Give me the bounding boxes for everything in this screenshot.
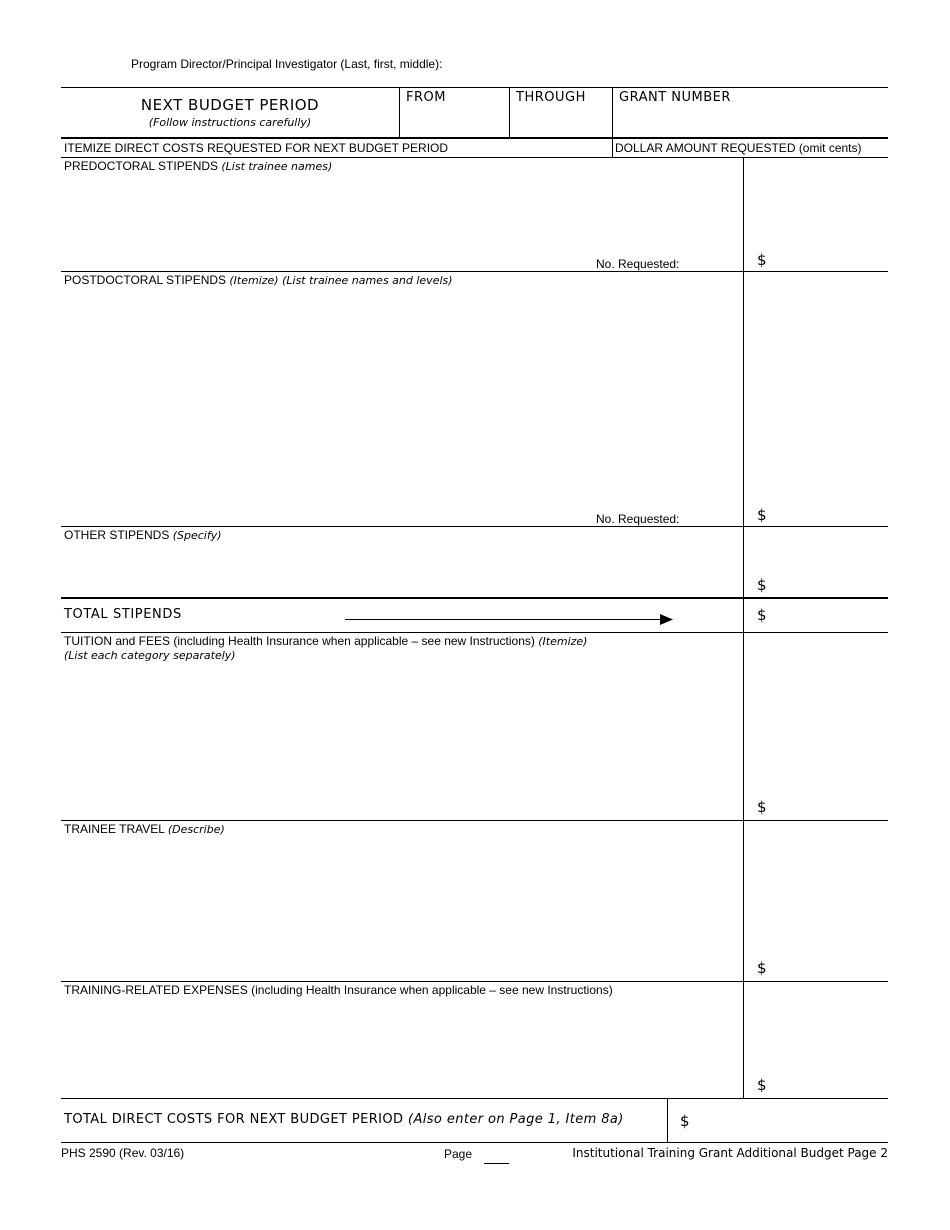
total-stipends-label: TOTAL STIPENDS bbox=[64, 607, 182, 622]
travel-dollar-sign: $ bbox=[757, 959, 767, 977]
grant-number-field[interactable] bbox=[613, 106, 887, 136]
training-expenses-label: TRAINING-RELATED EXPENSES (including Health Insurance when applicable – see new Instructions) bbox=[64, 983, 613, 997]
total-stipends-dollar-sign: $ bbox=[757, 606, 767, 624]
tuition-fees-label: TUITION and FEES (including Health Insurance when applicable – see new Instructions) (Itemize) bbox=[64, 634, 588, 648]
postdoctoral-amount-field[interactable] bbox=[770, 505, 885, 525]
header-bottom-rule bbox=[61, 137, 888, 139]
predoctoral-dollar-sign: $ bbox=[757, 251, 767, 269]
amount-column-divider bbox=[743, 157, 744, 1099]
total-direct-dollar-sign: $ bbox=[680, 1112, 690, 1130]
total-direct-costs-label: TOTAL DIRECT COSTS FOR NEXT BUDGET PERIOD (Also enter on Page 1, Item 8a) bbox=[64, 1112, 624, 1127]
tuition-rule bbox=[61, 820, 888, 821]
total-direct-rule bbox=[61, 1142, 888, 1143]
page-number-underline bbox=[484, 1163, 509, 1164]
training-rule bbox=[61, 1098, 888, 1099]
tuition-dollar-sign: $ bbox=[757, 798, 767, 816]
header-top-rule bbox=[61, 87, 888, 88]
postdoctoral-stipends-label: POSTDOCTORAL STIPENDS (Itemize) (List trainee names and levels) bbox=[64, 273, 453, 287]
postdoctoral-dollar-sign: $ bbox=[757, 506, 767, 524]
postdoctoral-names-field[interactable] bbox=[64, 290, 734, 505]
trainee-travel-field[interactable] bbox=[64, 840, 734, 958]
budget-period-subtitle: (Follow instructions carefully) bbox=[148, 116, 312, 129]
predoctoral-names-field[interactable] bbox=[64, 175, 734, 250]
form-title: Institutional Training Grant Additional Budget Page 2 bbox=[572, 1146, 888, 1160]
training-expenses-field[interactable] bbox=[64, 1000, 734, 1076]
training-dollar-sign: $ bbox=[757, 1076, 767, 1094]
itemize-column-header: ITEMIZE DIRECT COSTS REQUESTED FOR NEXT BUDGET PERIOD bbox=[64, 141, 449, 155]
budget-period-title: NEXT BUDGET PERIOD bbox=[140, 96, 320, 114]
other-dollar-sign: $ bbox=[757, 576, 767, 594]
grant-number-label: GRANT NUMBER bbox=[619, 90, 731, 105]
postdoctoral-no-requested-label: No. Requested: bbox=[596, 512, 680, 526]
arrow-right-icon bbox=[660, 614, 673, 625]
pd-pi-label: Program Director/Principal Investigator (Last, first, middle): bbox=[131, 57, 443, 71]
through-label: THROUGH bbox=[516, 90, 586, 105]
through-field[interactable] bbox=[510, 106, 611, 136]
tuition-amount-field[interactable] bbox=[770, 797, 885, 817]
predoctoral-amount-field[interactable] bbox=[770, 250, 885, 270]
page-label: Page bbox=[444, 1147, 473, 1161]
travel-amount-field[interactable] bbox=[770, 958, 885, 978]
travel-rule bbox=[61, 981, 888, 982]
other-stipends-field[interactable] bbox=[64, 545, 734, 593]
training-amount-field[interactable] bbox=[770, 1075, 885, 1095]
predoctoral-no-requested-label: No. Requested: bbox=[596, 257, 680, 271]
predoctoral-rule bbox=[61, 271, 888, 272]
other-amount-field[interactable] bbox=[770, 575, 885, 595]
total-stipends-amount-field[interactable] bbox=[770, 604, 885, 626]
predoctoral-stipends-label: PREDOCTORAL STIPENDS (List trainee names) bbox=[64, 159, 333, 173]
other-stipends-label: OTHER STIPENDS (Specify) bbox=[64, 528, 222, 542]
postdoctoral-rule bbox=[61, 526, 888, 527]
amount-column-header: DOLLAR AMOUNT REQUESTED (omit cents) bbox=[615, 141, 862, 155]
total-stipends-arrow-line bbox=[345, 619, 663, 620]
tuition-fees-note: (List each category separately) bbox=[64, 649, 236, 662]
page-number-field[interactable] bbox=[484, 1148, 509, 1163]
from-label: FROM bbox=[406, 90, 446, 105]
total-direct-amount-field[interactable] bbox=[694, 1103, 886, 1137]
total-direct-divider bbox=[667, 1098, 668, 1142]
from-field[interactable] bbox=[400, 106, 508, 136]
other-stipends-rule bbox=[61, 597, 888, 599]
tuition-fees-field[interactable] bbox=[64, 666, 734, 796]
column-header-rule bbox=[61, 157, 888, 158]
form-id: PHS 2590 (Rev. 03/16) bbox=[61, 1146, 185, 1160]
trainee-travel-label: TRAINEE TRAVEL (Describe) bbox=[64, 822, 225, 836]
total-stipends-rule bbox=[61, 632, 888, 633]
